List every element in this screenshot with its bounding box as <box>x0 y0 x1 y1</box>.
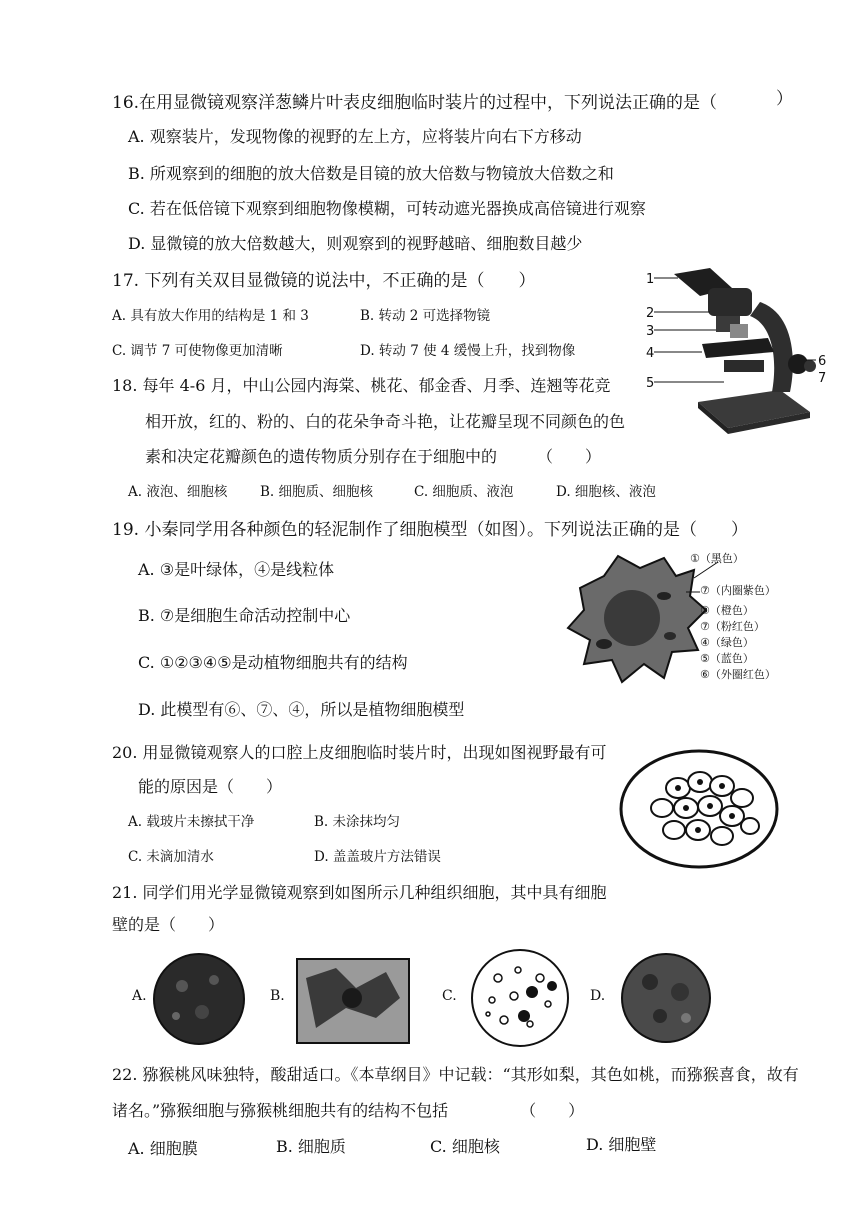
q18-option-a: A. 液泡、细胞核 <box>128 484 228 500</box>
q20-option-b: B. 未涂抹均匀 <box>314 814 401 830</box>
microscope-label-7: 7 <box>818 371 827 386</box>
cell-model-figure <box>560 548 784 708</box>
q22-option-d: D. 细胞壁 <box>586 1135 657 1154</box>
q19-stem: 19. 小秦同学用各种颜色的轻泥制作了细胞模型（如图）。下列说法正确的是（ ） <box>112 520 748 540</box>
microscope-label-1: 1 <box>646 272 655 287</box>
q16-option-a: A. 观察装片，发现物像的视野的左上方，应将装片向右下方移动 <box>128 127 582 146</box>
cell-label-3: ③（橙色） <box>700 604 754 617</box>
q18-stem-line-2: 相开放，红的、粉的、白的花朵争奇斗艳，让花瓣呈现不同颜色的色 <box>145 412 626 431</box>
q21-stem-line-1: 21. 同学们用光学显微镜观察到如图所示几种组织细胞，其中具有细胞 <box>112 883 607 902</box>
q16-option-d: D. 显微镜的放大倍数越大，则观察到的视野越暗、细胞数目越少 <box>128 234 583 253</box>
q21-figure-label-c: C. <box>442 988 457 1004</box>
q22-stem-line-1: 22. 猕猴桃风味独特，酸甜适口。《本草纲目》中记载：“其形如梨，其色如桃，而猕猴喜食，故有 <box>112 1065 799 1084</box>
field-of-view-figure <box>618 748 780 870</box>
cell-label-1: ①（黑色） <box>690 552 744 565</box>
q20-option-d: D. 盖盖玻片方法错误 <box>314 849 441 865</box>
microscope-label-6: 6 <box>818 354 827 369</box>
q20-option-c: C. 未滴加清水 <box>128 849 214 865</box>
microscope-label-5: 5 <box>646 376 655 391</box>
microscope-label-4: 4 <box>646 346 655 361</box>
cell-label-7-pink: ⑦（粉红色） <box>700 620 765 633</box>
q21-figure-label-a: A. <box>132 988 147 1004</box>
tissue-image-a <box>152 952 246 1046</box>
tissue-image-c <box>468 948 572 1048</box>
q19-option-a: A. ③是叶绿体，④是线粒体 <box>138 560 335 579</box>
q17-stem: 17. 下列有关双目显微镜的说法中，不正确的是（ ） <box>112 271 536 291</box>
q22-stem-line-2: 诸名。”猕猴细胞与猕猴桃细胞共有的结构不包括 （ ） <box>112 1101 585 1120</box>
q18-stem-line-3: 素和决定花瓣颜色的遗传物质分别存在于细胞中的 （ ） <box>145 447 602 466</box>
cell-label-7-purple: ⑦（内圈紫色） <box>700 584 776 597</box>
cell-label-6: ⑥（外圈红色） <box>700 668 776 681</box>
q17-option-b: B. 转动 2 可选择物镜 <box>360 308 491 324</box>
q18-stem-line-1: 18. 每年 4-6 月，中山公园内海棠、桃花、郁金香、月季、连翘等花竞 <box>112 376 611 395</box>
q16-option-c: C. 若在低倍镜下观察到细胞物像模糊，可转动遮光器换成高倍镜进行观察 <box>128 199 646 218</box>
q22-option-b: B. 细胞质 <box>276 1137 346 1156</box>
tissue-image-b <box>296 958 410 1044</box>
q18-option-d: D. 细胞核、液泡 <box>556 484 656 500</box>
microscope-label-2: 2 <box>646 306 655 321</box>
q20-option-a: A. 载玻片未擦拭干净 <box>128 814 255 830</box>
q17-option-a: A. 具有放大作用的结构是 1 和 3 <box>112 308 309 324</box>
q22-option-c: C. 细胞核 <box>430 1137 500 1156</box>
q20-stem-line-2: 能的原因是（ ） <box>138 777 283 796</box>
q21-stem-line-2: 壁的是（ ） <box>112 915 225 934</box>
tissue-image-d <box>620 952 712 1044</box>
microscope-figure <box>640 262 840 442</box>
cell-label-5: ⑤（蓝色） <box>700 652 754 665</box>
q19-option-c: C. ①②③④⑤是动植物细胞共有的结构 <box>138 653 408 672</box>
q18-option-b: B. 细胞质、细胞核 <box>260 484 374 500</box>
q19-option-d: D. 此模型有⑥、⑦、④，所以是植物细胞模型 <box>138 700 465 719</box>
q21-figure-label-b: B. <box>270 988 285 1004</box>
q17-option-c: C. 调节 7 可使物像更加清晰 <box>112 343 283 359</box>
q19-option-b: B. ⑦是细胞生命活动控制中心 <box>138 606 351 625</box>
cell-label-4: ④（绿色） <box>700 636 754 649</box>
q16-stem: 16.在用显微镜观察洋葱鳞片叶表皮细胞临时装片的过程中，下列说法正确的是（ <box>112 93 718 113</box>
q17-option-d: D. 转动 7 使 4 缓慢上升，找到物像 <box>360 343 576 359</box>
q20-stem-line-1: 20. 用显微镜观察人的口腔上皮细胞临时装片时，出现如图视野最有可 <box>112 743 607 762</box>
q22-option-a: A. 细胞膜 <box>128 1139 198 1158</box>
q18-option-c: C. 细胞质、液泡 <box>414 484 514 500</box>
microscope-label-3: 3 <box>646 324 655 339</box>
q21-figure-label-d: D. <box>590 988 606 1004</box>
q16-option-b: B. 所观察到的细胞的放大倍数是目镜的放大倍数与物镜放大倍数之和 <box>128 164 614 183</box>
q16-close-paren: ） <box>776 89 793 109</box>
